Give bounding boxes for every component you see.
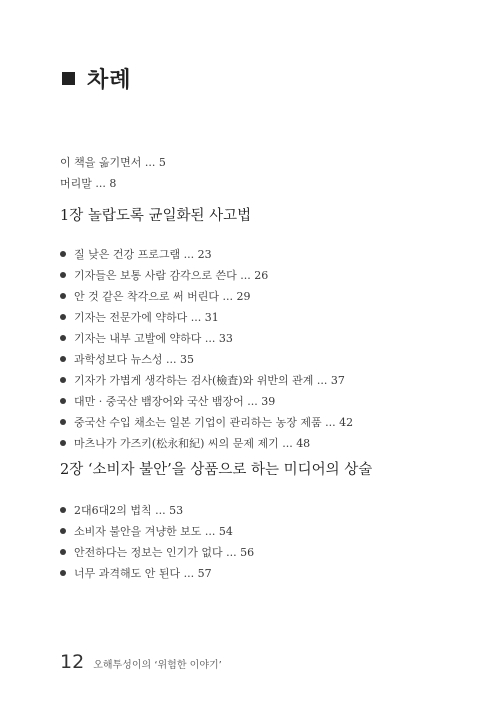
list-item xyxy=(60,264,353,285)
list-item-text: 기자가 가볍게 생각하는 검사(檢査)와 위반의 관계 ... 37 xyxy=(74,373,345,387)
bullet-icon xyxy=(60,377,66,383)
list-item-text: 안전하다는 정보는 인기가 없다 ... 56 xyxy=(74,545,255,559)
chapter-2 xyxy=(60,458,372,583)
bullet-icon xyxy=(60,549,66,555)
list-item-text: 중국산 수입 채소는 일본 기업이 관리하는 농장 제품 ... 42 xyxy=(74,415,354,429)
square-bullet-icon xyxy=(62,72,75,85)
intro-section xyxy=(60,152,166,194)
bullet-icon xyxy=(60,419,66,425)
list-item-text: 안 것 같은 착각으로 써 버린다 ... 29 xyxy=(74,289,251,303)
bullet-icon xyxy=(60,356,66,362)
bullet-icon xyxy=(60,398,66,404)
list-item-text: 너무 과격해도 안 된다 ... 57 xyxy=(74,566,212,580)
list-item xyxy=(60,243,353,264)
chapter-2-list xyxy=(60,499,372,583)
list-item-text: 소비자 불안을 겨냥한 보도 ... 54 xyxy=(74,524,233,538)
chapter-heading: 2장 ‘소비자 불안’을 상품으로 하는 미디어의 상술 xyxy=(60,462,373,478)
list-item-text: 대만 · 중국산 뱀장어와 국산 뱀장어 ... 39 xyxy=(74,394,276,408)
chapter-heading: 1장 놀랍도록 균일화된 사고법 xyxy=(60,208,252,224)
toc-entry-preface: 머리말 ... 8 xyxy=(60,177,117,190)
list-item xyxy=(60,562,372,583)
list-item-text: 마츠나가 가즈키(松永和紀) 씨의 문제 제기 ... 48 xyxy=(74,436,311,450)
list-item xyxy=(60,541,372,562)
list-item-text: 2대6대2의 법칙 ... 53 xyxy=(74,503,184,517)
list-item-text: 과학성보다 뉴스성 ... 35 xyxy=(74,352,194,366)
list-item-text: 기자는 전문가에 약하다 ... 31 xyxy=(74,310,219,324)
running-title: 오해투성이의 ‘위험한 이야기’ xyxy=(93,660,222,671)
list-item-text: 기자는 내부 고발에 약하다 ... 33 xyxy=(74,331,233,345)
page-title-text: 차례 xyxy=(87,68,132,93)
list-item xyxy=(60,327,353,348)
bullet-icon xyxy=(60,507,66,513)
bullet-icon xyxy=(60,440,66,446)
chapter-1 xyxy=(60,204,353,453)
bullet-icon xyxy=(60,251,66,257)
page-title xyxy=(62,63,132,94)
list-item xyxy=(60,520,372,541)
list-item-text: 질 낮은 건강 프로그램 ... 23 xyxy=(74,247,212,261)
list-item xyxy=(60,285,353,306)
list-item xyxy=(60,369,353,390)
toc-entry-translator-note: 이 책을 옮기면서 ... 5 xyxy=(60,156,166,169)
page-footer xyxy=(60,651,222,673)
list-item xyxy=(60,348,353,369)
bullet-icon xyxy=(60,528,66,534)
chapter-1-list xyxy=(60,243,353,453)
list-item xyxy=(60,390,353,411)
list-item xyxy=(60,411,353,432)
page-number: 12 xyxy=(60,651,85,673)
bullet-icon xyxy=(60,335,66,341)
bullet-icon xyxy=(60,272,66,278)
list-item-text: 기자들은 보통 사람 감각으로 쓴다 ... 26 xyxy=(74,268,269,282)
bullet-icon xyxy=(60,314,66,320)
list-item xyxy=(60,499,372,520)
bullet-icon xyxy=(60,570,66,576)
list-item xyxy=(60,432,353,453)
bullet-icon xyxy=(60,293,66,299)
list-item xyxy=(60,306,353,327)
